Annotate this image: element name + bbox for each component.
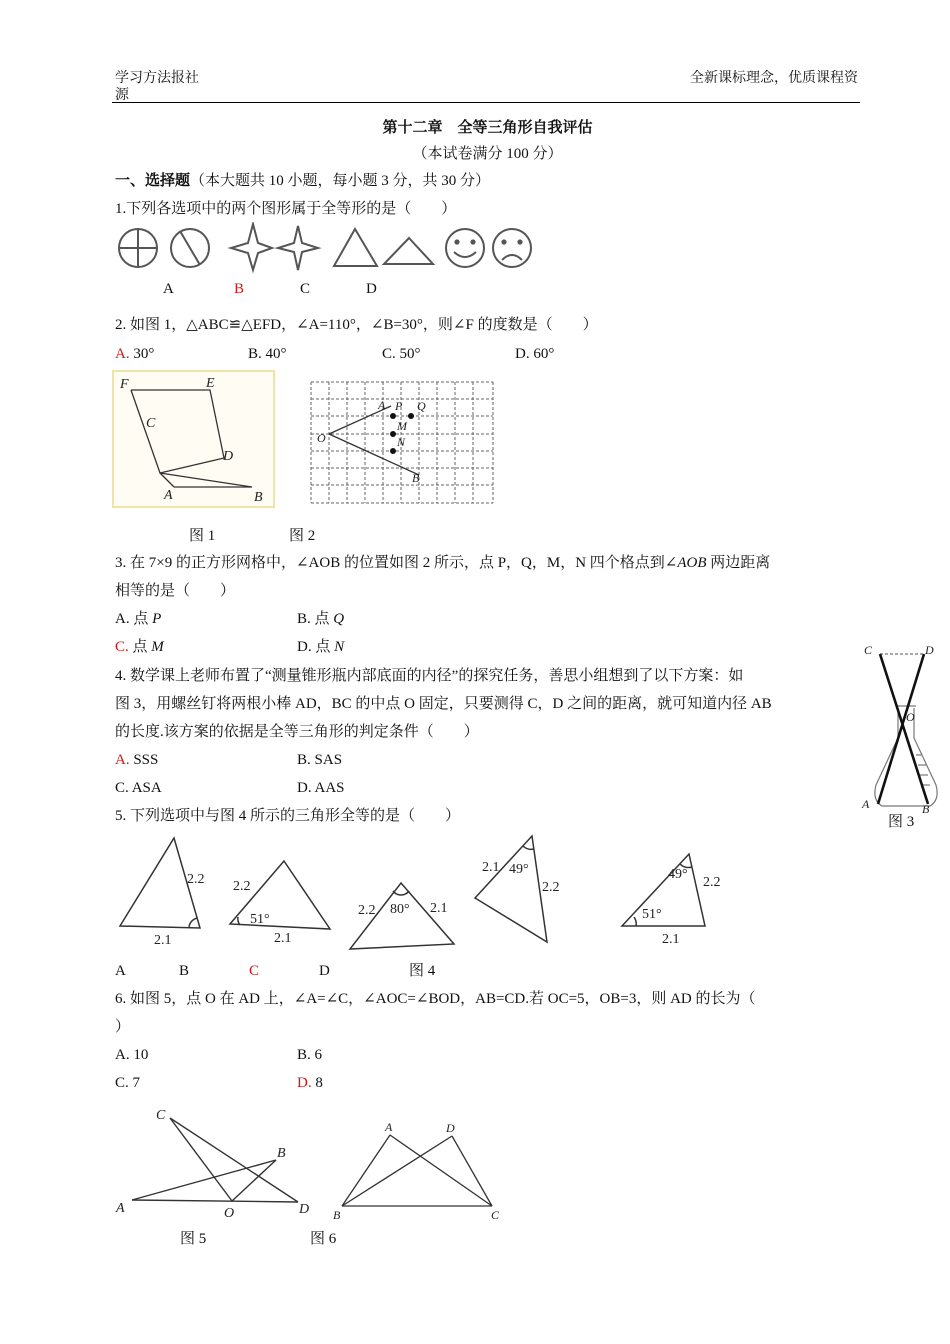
fig3-label-c: C	[864, 643, 873, 657]
q6-option-b	[297, 1045, 322, 1065]
circle-slash-figure	[171, 229, 209, 267]
q3-option-c-pre: 点	[128, 639, 152, 655]
fig4-t5-angle2: 51°	[642, 907, 662, 922]
fig3-label-o: O	[906, 710, 915, 724]
q5-option-d: D	[319, 963, 330, 979]
q3-option-b-letter: B.	[297, 611, 311, 627]
q2-option-d	[515, 344, 554, 364]
fig4-t5-side1: 2.2	[703, 875, 721, 890]
fig3-caption: 图 3	[888, 814, 915, 830]
fig4-t3-side2: 2.1	[430, 901, 448, 916]
q6-option-d-text: 8	[311, 1075, 323, 1091]
q1-figures	[112, 222, 542, 274]
header-left-line1: 学习方法报社	[115, 71, 199, 86]
q4-line3: 的长度.该方案的依据是全等三角形的判定条件（ ）	[115, 724, 479, 740]
q6-line2: ）	[115, 1019, 131, 1035]
q2-option-c-letter: C.	[382, 346, 396, 362]
q4-option-b	[297, 750, 342, 770]
q2-option-b-letter: B.	[248, 346, 262, 362]
figure-5	[112, 1102, 322, 1220]
fig4-t5-side2: 2.1	[662, 932, 680, 947]
triangle-b	[230, 861, 330, 929]
q3-stem-line2: 相等的是（ ）	[115, 583, 236, 599]
fig1-label-a: A	[164, 488, 173, 503]
q3-option-d-letter: D.	[297, 639, 312, 655]
q4-option-a-text: SSS	[129, 752, 159, 768]
q6-option-c-text: 7	[128, 1075, 141, 1091]
fig4-t4-side1: 2.1	[482, 860, 500, 875]
q3-option-a-letter: A.	[115, 611, 130, 627]
q3-stem-italic: AOB	[677, 555, 707, 571]
q6-option-d-letter: D.	[297, 1075, 312, 1091]
triangle-e	[622, 854, 705, 926]
q1-stem: 1.下列各选项中的两个图形属于全等形的是（ ）	[115, 201, 457, 217]
q4-option-b-letter: B.	[297, 752, 311, 768]
q3-option-c-var: M	[151, 639, 164, 655]
fig1-caption: 图 1	[189, 528, 216, 544]
q1-option-d: D	[366, 281, 377, 297]
q2-option-a	[115, 344, 154, 364]
q4-option-a	[115, 750, 158, 770]
fig2-label-q: Q	[417, 399, 426, 413]
section-heading	[115, 171, 490, 191]
figure-2	[305, 378, 497, 508]
q3-option-b	[297, 609, 344, 629]
q6-option-c-letter: C.	[115, 1075, 129, 1091]
header-rule	[112, 102, 860, 103]
q5-option-b: B	[179, 963, 190, 979]
fig2-caption: 图 2	[289, 528, 316, 544]
q3-option-c	[115, 637, 164, 657]
fig4-caption: 图 4	[409, 963, 436, 979]
four-point-star-figure-2	[278, 226, 318, 270]
angle-arc-a	[189, 918, 197, 927]
q4-line2: 图 3，用螺丝钉将两根小棒 AD，BC 的中点 O 固定，只要测得 C，D 之间的距离，就可知道内径 AB	[115, 696, 772, 712]
q4-option-c-letter: C.	[115, 780, 129, 796]
q3-option-b-var: Q	[333, 611, 345, 627]
fig1-label-d: D	[223, 449, 234, 464]
fig4-t3-side1: 2.2	[358, 903, 376, 918]
fig2-label-n: N	[397, 435, 406, 449]
angle-arc-c	[393, 891, 409, 895]
q3-option-a-var: P	[152, 611, 162, 627]
q6-option-a	[115, 1045, 148, 1065]
q5-option-a: A	[115, 963, 126, 979]
q1-option-a: A	[163, 281, 174, 297]
q2-option-a-text: 30°	[129, 346, 155, 362]
fig4-t3-angle: 80°	[390, 902, 410, 917]
angle-arc-e2	[634, 917, 636, 926]
q3-option-d-pre: 点	[311, 639, 335, 655]
smiley-face-figure	[446, 229, 484, 267]
fig4-t2-side2: 2.1	[274, 931, 292, 946]
q6-option-b-letter: B.	[297, 1047, 311, 1063]
q2-option-b	[248, 344, 287, 364]
triangle-d	[475, 836, 547, 942]
fig5-caption: 图 5	[180, 1231, 207, 1247]
q3-option-b-pre: 点	[310, 611, 334, 627]
q3-option-a	[115, 609, 161, 629]
figure-6	[328, 1118, 508, 1224]
fig6-caption: 图 6	[310, 1231, 337, 1247]
fig6-label-b: B	[333, 1208, 341, 1222]
q3-stem-line1	[115, 553, 770, 573]
q4-option-c	[115, 778, 162, 798]
figure-3	[858, 640, 942, 815]
q2-option-d-text: 60°	[529, 346, 555, 362]
fig4-t2-angle: 51°	[250, 912, 270, 927]
triangle-large-figure	[334, 229, 377, 266]
q3-stem-part2: 两边距离	[706, 555, 771, 571]
fig2-label-o: O	[317, 431, 326, 445]
q2-option-c	[382, 344, 421, 364]
fig6-label-a: A	[385, 1120, 393, 1134]
q3-stem-part1: 3. 在 7×9 的正方形网格中，∠AOB 的位置如图 2 所示，点 P，Q，M，N 四个格点到∠	[115, 555, 678, 571]
figure-1	[112, 370, 276, 508]
fig4-t1-side1: 2.2	[187, 872, 205, 887]
page-subtitle: （本试卷满分 100 分）	[412, 146, 563, 162]
angle-arc-d	[523, 846, 534, 849]
q6-option-b-text: 6	[310, 1047, 323, 1063]
figure-4-triangles	[112, 828, 732, 953]
fig6-label-d: D	[446, 1121, 455, 1135]
fig4-t1-side2: 2.1	[154, 933, 172, 948]
fig1-label-e: E	[206, 376, 215, 391]
triangle-small-figure	[384, 238, 433, 264]
fig4-t2-side1: 2.2	[233, 879, 251, 894]
fig5-label-d: D	[299, 1202, 310, 1217]
q2-option-b-text: 40°	[261, 346, 287, 362]
fig5-label-c: C	[156, 1108, 166, 1123]
q6-option-d	[297, 1073, 323, 1093]
header-left-line2: 源	[115, 88, 129, 103]
fig5-label-b: B	[277, 1146, 286, 1161]
q3-option-d-var: N	[334, 639, 345, 655]
q4-option-d-letter: D.	[297, 780, 312, 796]
q3-option-c-letter: C.	[115, 639, 129, 655]
q5-option-c: C	[249, 963, 260, 979]
q6-option-a-text: 10	[129, 1047, 149, 1063]
fig4-t4-angle: 49°	[509, 862, 529, 877]
q6-option-a-letter: A.	[115, 1047, 130, 1063]
page-title: 第十二章 全等三角形自我评估	[382, 120, 593, 136]
q2-stem: 2. 如图 1，△ABC≌△EFD，∠A=110°，∠B=30°，则∠F 的度数是（ ）	[115, 317, 598, 333]
q6-line1: 6. 如图 5，点 O 在 AD 上，∠A=∠C，∠AOC=∠BOD，AB=CD.若 OC=5，OB=3，则 AD 的长为（	[115, 991, 756, 1007]
q2-option-a-letter: A.	[115, 346, 130, 362]
q4-option-b-text: SAS	[310, 752, 343, 768]
header-right: 全新课标理念，优质课程资	[690, 71, 858, 86]
fig3-label-b: B	[922, 802, 930, 815]
q4-line1: 4. 数学课上老师布置了“测量锥形瓶内部底面的内径”的探究任务，善思小组想到了以下方案：如	[115, 668, 744, 684]
fig5-label-o: O	[224, 1206, 235, 1220]
q3-option-d	[297, 637, 344, 657]
circle-cross-figure	[119, 229, 157, 267]
q4-option-a-letter: A.	[115, 752, 130, 768]
fig4-t5-angle1: 49°	[668, 867, 688, 882]
fig2-label-b: B	[412, 471, 420, 485]
q3-option-a-pre: 点	[129, 611, 153, 627]
fig3-label-a: A	[862, 797, 870, 811]
q5-stem: 5. 下列选项中与图 4 所示的三角形全等的是（ ）	[115, 808, 461, 824]
q1-option-b: B	[234, 281, 245, 297]
fig2-label-m: M	[397, 419, 407, 433]
q2-option-c-text: 50°	[395, 346, 421, 362]
fig4-t4-side2: 2.2	[542, 880, 560, 895]
q4-option-c-text: ASA	[128, 780, 162, 796]
fig1-label-c: C	[146, 416, 156, 431]
four-point-star-figure	[231, 224, 272, 270]
fig2-label-a: A	[378, 398, 386, 412]
q4-option-d-text: AAS	[311, 780, 345, 796]
fig1-label-b: B	[254, 490, 263, 505]
q4-option-d	[297, 778, 345, 798]
q6-option-c	[115, 1073, 140, 1093]
fig1-label-f: F	[120, 377, 129, 392]
q1-option-c: C	[300, 281, 311, 297]
sad-face-figure	[493, 229, 531, 267]
fig3-label-d: D	[925, 643, 934, 657]
section-title: 一、选择题	[115, 173, 191, 189]
fig6-label-c: C	[491, 1208, 500, 1222]
q2-option-d-letter: D.	[515, 346, 530, 362]
fig2-label-p: P	[395, 399, 403, 413]
section-note: （本大题共 10 小题，每小题 3 分，共 30 分）	[190, 173, 491, 189]
fig5-label-a: A	[116, 1201, 125, 1216]
